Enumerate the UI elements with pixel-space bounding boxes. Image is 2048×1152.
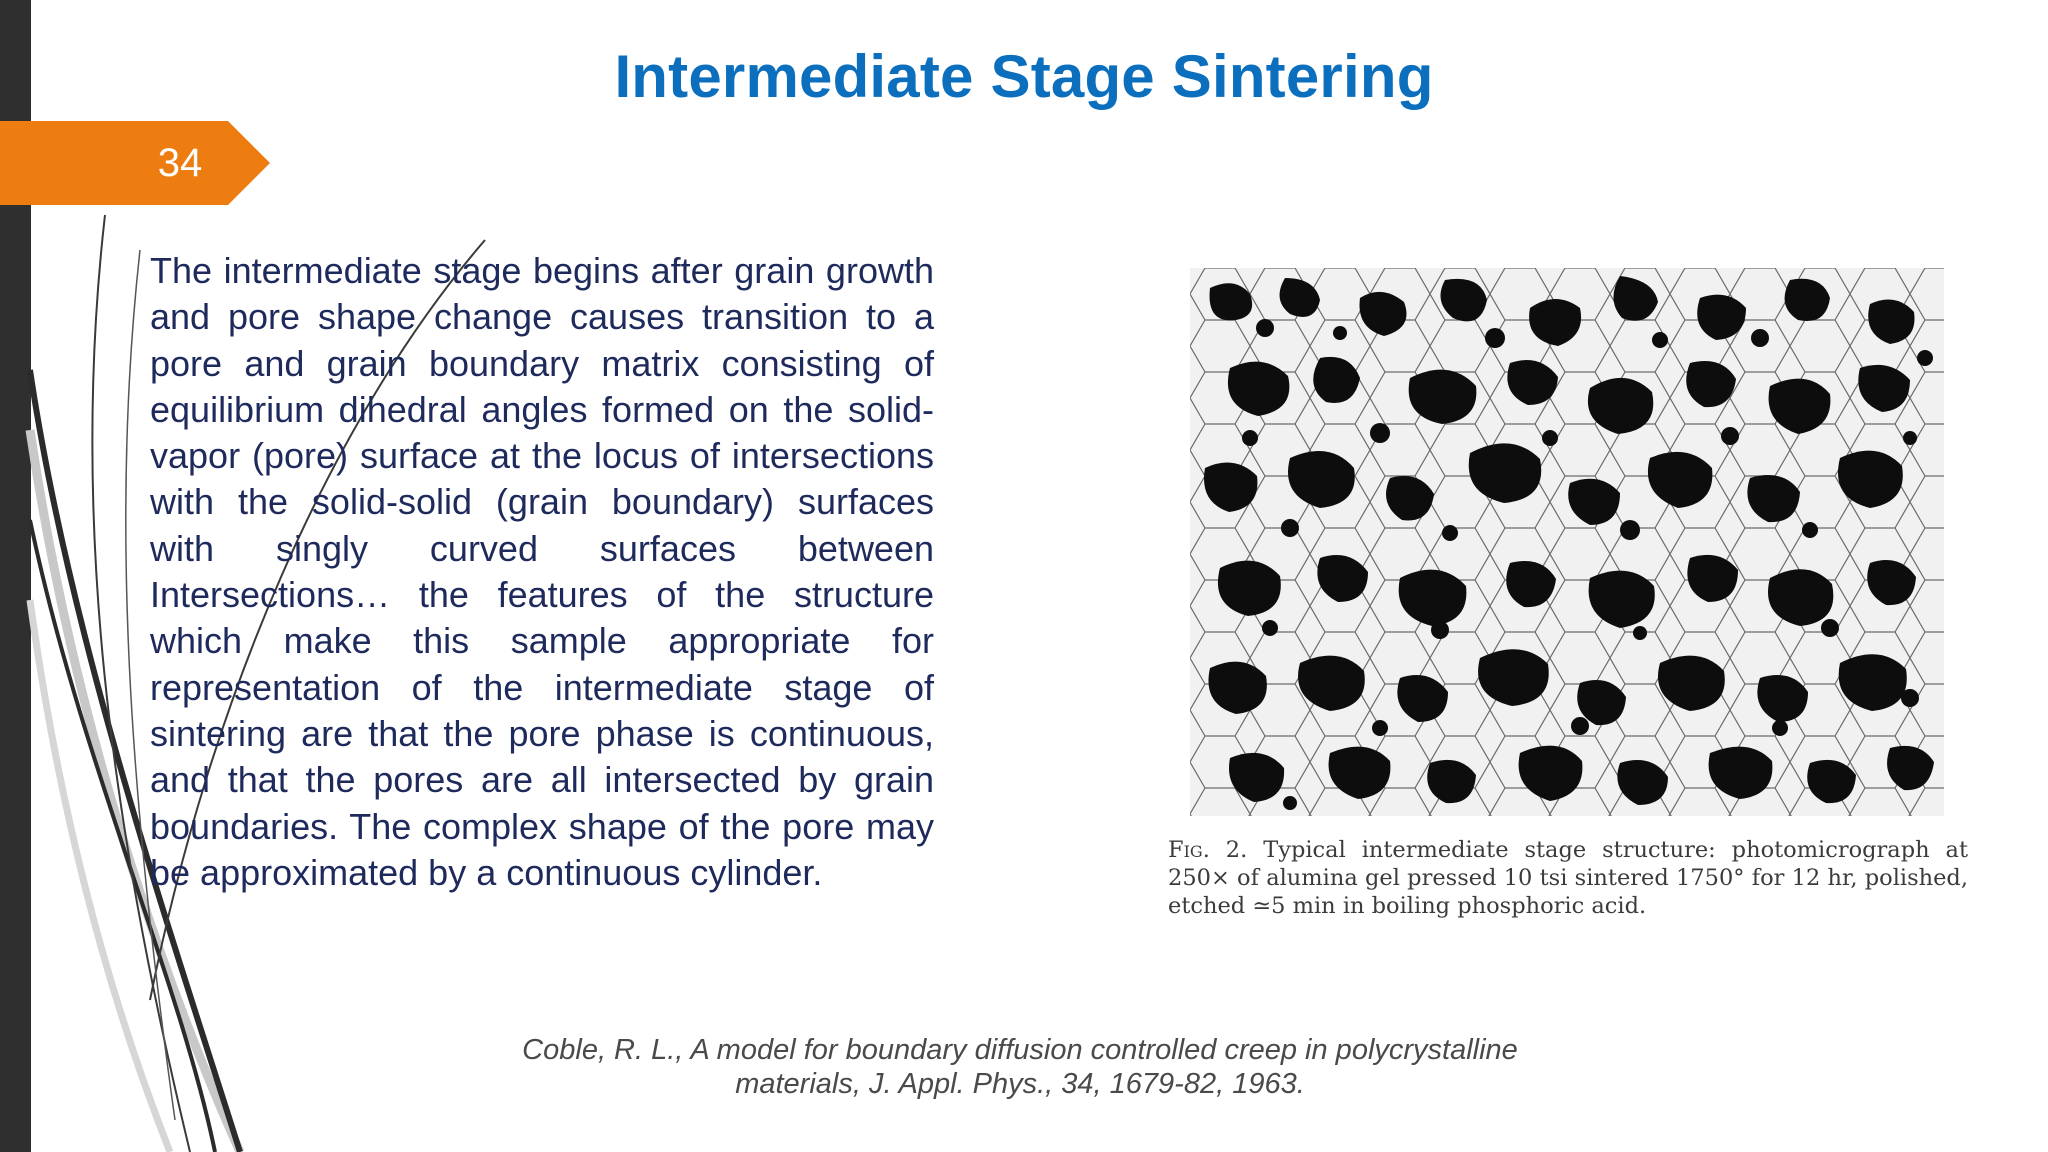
slide-title: Intermediate Stage Sintering xyxy=(614,43,1434,110)
figure-caption-label: Fig. 2. xyxy=(1168,837,1248,863)
figure-caption xyxy=(1168,836,1968,920)
page-number: 34 xyxy=(157,141,203,185)
citation-line-1: Coble, R. L., A model for boundary diffusion controlled creep in polycrystalline xyxy=(522,1034,1518,1066)
photomicrograph-image xyxy=(1190,268,1944,816)
body-paragraph: The intermediate stage begins after grain growth and pore shape change causes transition to a pore and grain boundary matrix consisting of equilibrium dihedral angles formed on the solid-vapor (pore) surface at the locus of intersections with the solid-solid (grain boundary) surfaces with singly curved surfaces between Intersections… the features of the structure which make this sample appropriate for representation of the intermediate stage of sintering are that the pore phase is continuous, and that the pores are all intersected by grain boundaries. The complex shape of the pore may be approximated by a continuous cylinder. xyxy=(150,250,934,893)
microstructure-icon xyxy=(1190,268,1944,816)
figure-caption-text: Typical intermediate stage structure: photomicrograph at 250× of alumina gel pressed 10 tsi sintered 1750° for 12 hr, polished, etched ≃5 min in boiling phosphoric acid. xyxy=(1168,837,1969,919)
citation-line-2: materials, J. Appl. Phys., 34, 1679-82, 1963. xyxy=(735,1068,1305,1100)
page-number-tab xyxy=(0,121,270,205)
citation xyxy=(380,1033,1660,1101)
